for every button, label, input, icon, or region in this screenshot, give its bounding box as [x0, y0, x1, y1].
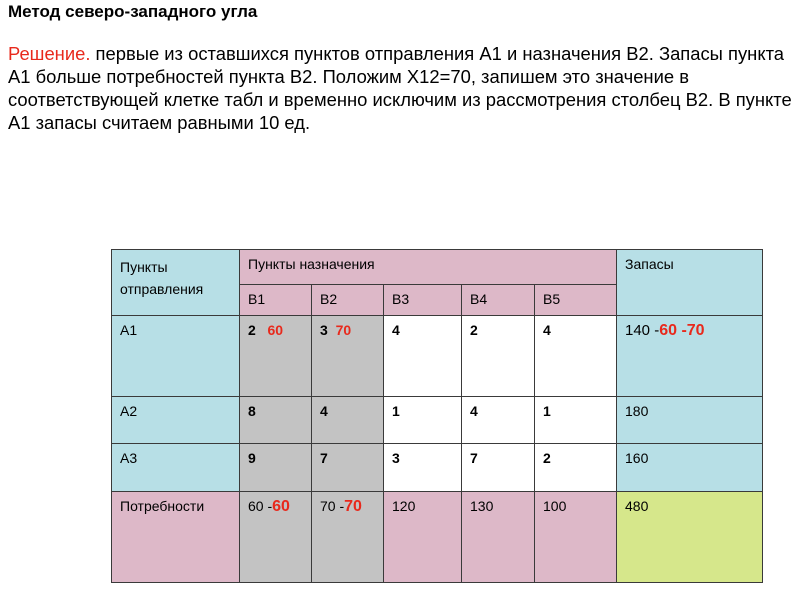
cell-a3-b1: 9: [240, 444, 312, 492]
solution-text: первые из оставшихся пунктов отправления А1 и назначения В2. Запасы пункта А1 больше потребностей пункта В2. Положим Х12=70, запишем это значение в соответствующей клетке табл и временно исключим из рассмотрения столбец В2. В пункте А1 запасы считаем равными 10 ед.: [8, 43, 792, 133]
demand-minus: 70: [344, 498, 362, 515]
demand-label: Потребности: [112, 492, 240, 583]
row-label-a1: А1: [112, 316, 240, 397]
supply-base: 140 -: [625, 322, 660, 339]
row-label-a2: А2: [112, 397, 240, 444]
demand-base: 60 -: [248, 498, 273, 514]
dest-col-b4: В4: [462, 285, 535, 316]
demand-b3: 120: [384, 492, 462, 583]
demand-b5: 100: [535, 492, 617, 583]
cell-a1-b2: [312, 316, 384, 397]
cell-a3-b5: 2: [535, 444, 617, 492]
cell-a1-b4: 2: [462, 316, 535, 397]
table-row-a1: [112, 316, 763, 397]
dest-col-b3: В3: [384, 285, 462, 316]
supply-a2: 180: [617, 397, 763, 444]
transport-table: [111, 249, 763, 583]
demand-b4: 130: [462, 492, 535, 583]
table-row-demand: [112, 492, 763, 583]
table-row-a3: [112, 444, 763, 492]
cell-a2-b5: 1: [535, 397, 617, 444]
solution-paragraph: [8, 42, 793, 134]
cell-a2-b2: 4: [312, 397, 384, 444]
allocation-value: 70: [335, 322, 352, 338]
cell-a3-b4: 7: [462, 444, 535, 492]
supply-header: Запасы: [617, 250, 763, 316]
demand-b2: [312, 492, 384, 583]
demand-minus: 60: [272, 498, 290, 515]
cell-a2-b1: 8: [240, 397, 312, 444]
cost-value: 2: [248, 322, 256, 338]
demand-b1: [240, 492, 312, 583]
demand-total: 480: [617, 492, 763, 583]
cell-a2-b4: 4: [462, 397, 535, 444]
destination-header: Пункты назначения: [240, 250, 617, 285]
cell-a1-b3: 4: [384, 316, 462, 397]
cell-a1-b1: [240, 316, 312, 397]
slide-title: Метод северо-западного угла: [8, 2, 258, 21]
dest-col-b5: В5: [535, 285, 617, 316]
solution-lead: Решение.: [8, 43, 91, 64]
cost-value: 3: [320, 322, 328, 338]
supply-a3: 160: [617, 444, 763, 492]
cell-a2-b3: 1: [384, 397, 462, 444]
cell-a3-b2: 7: [312, 444, 384, 492]
allocation-value: 60: [267, 322, 284, 338]
row-label-a3: А3: [112, 444, 240, 492]
dest-col-b2: В2: [312, 285, 384, 316]
supply-minus-sep: -: [677, 322, 687, 339]
cell-a3-b3: 3: [384, 444, 462, 492]
dest-col-b1: В1: [240, 285, 312, 316]
origin-header: Пункты отправления: [112, 250, 240, 316]
supply-a1: [617, 316, 763, 397]
table-row-a2: [112, 397, 763, 444]
supply-minus-60: 60: [659, 322, 677, 339]
cell-a1-b5: 4: [535, 316, 617, 397]
supply-minus-70: 70: [686, 322, 705, 339]
demand-base: 70 -: [320, 498, 345, 514]
